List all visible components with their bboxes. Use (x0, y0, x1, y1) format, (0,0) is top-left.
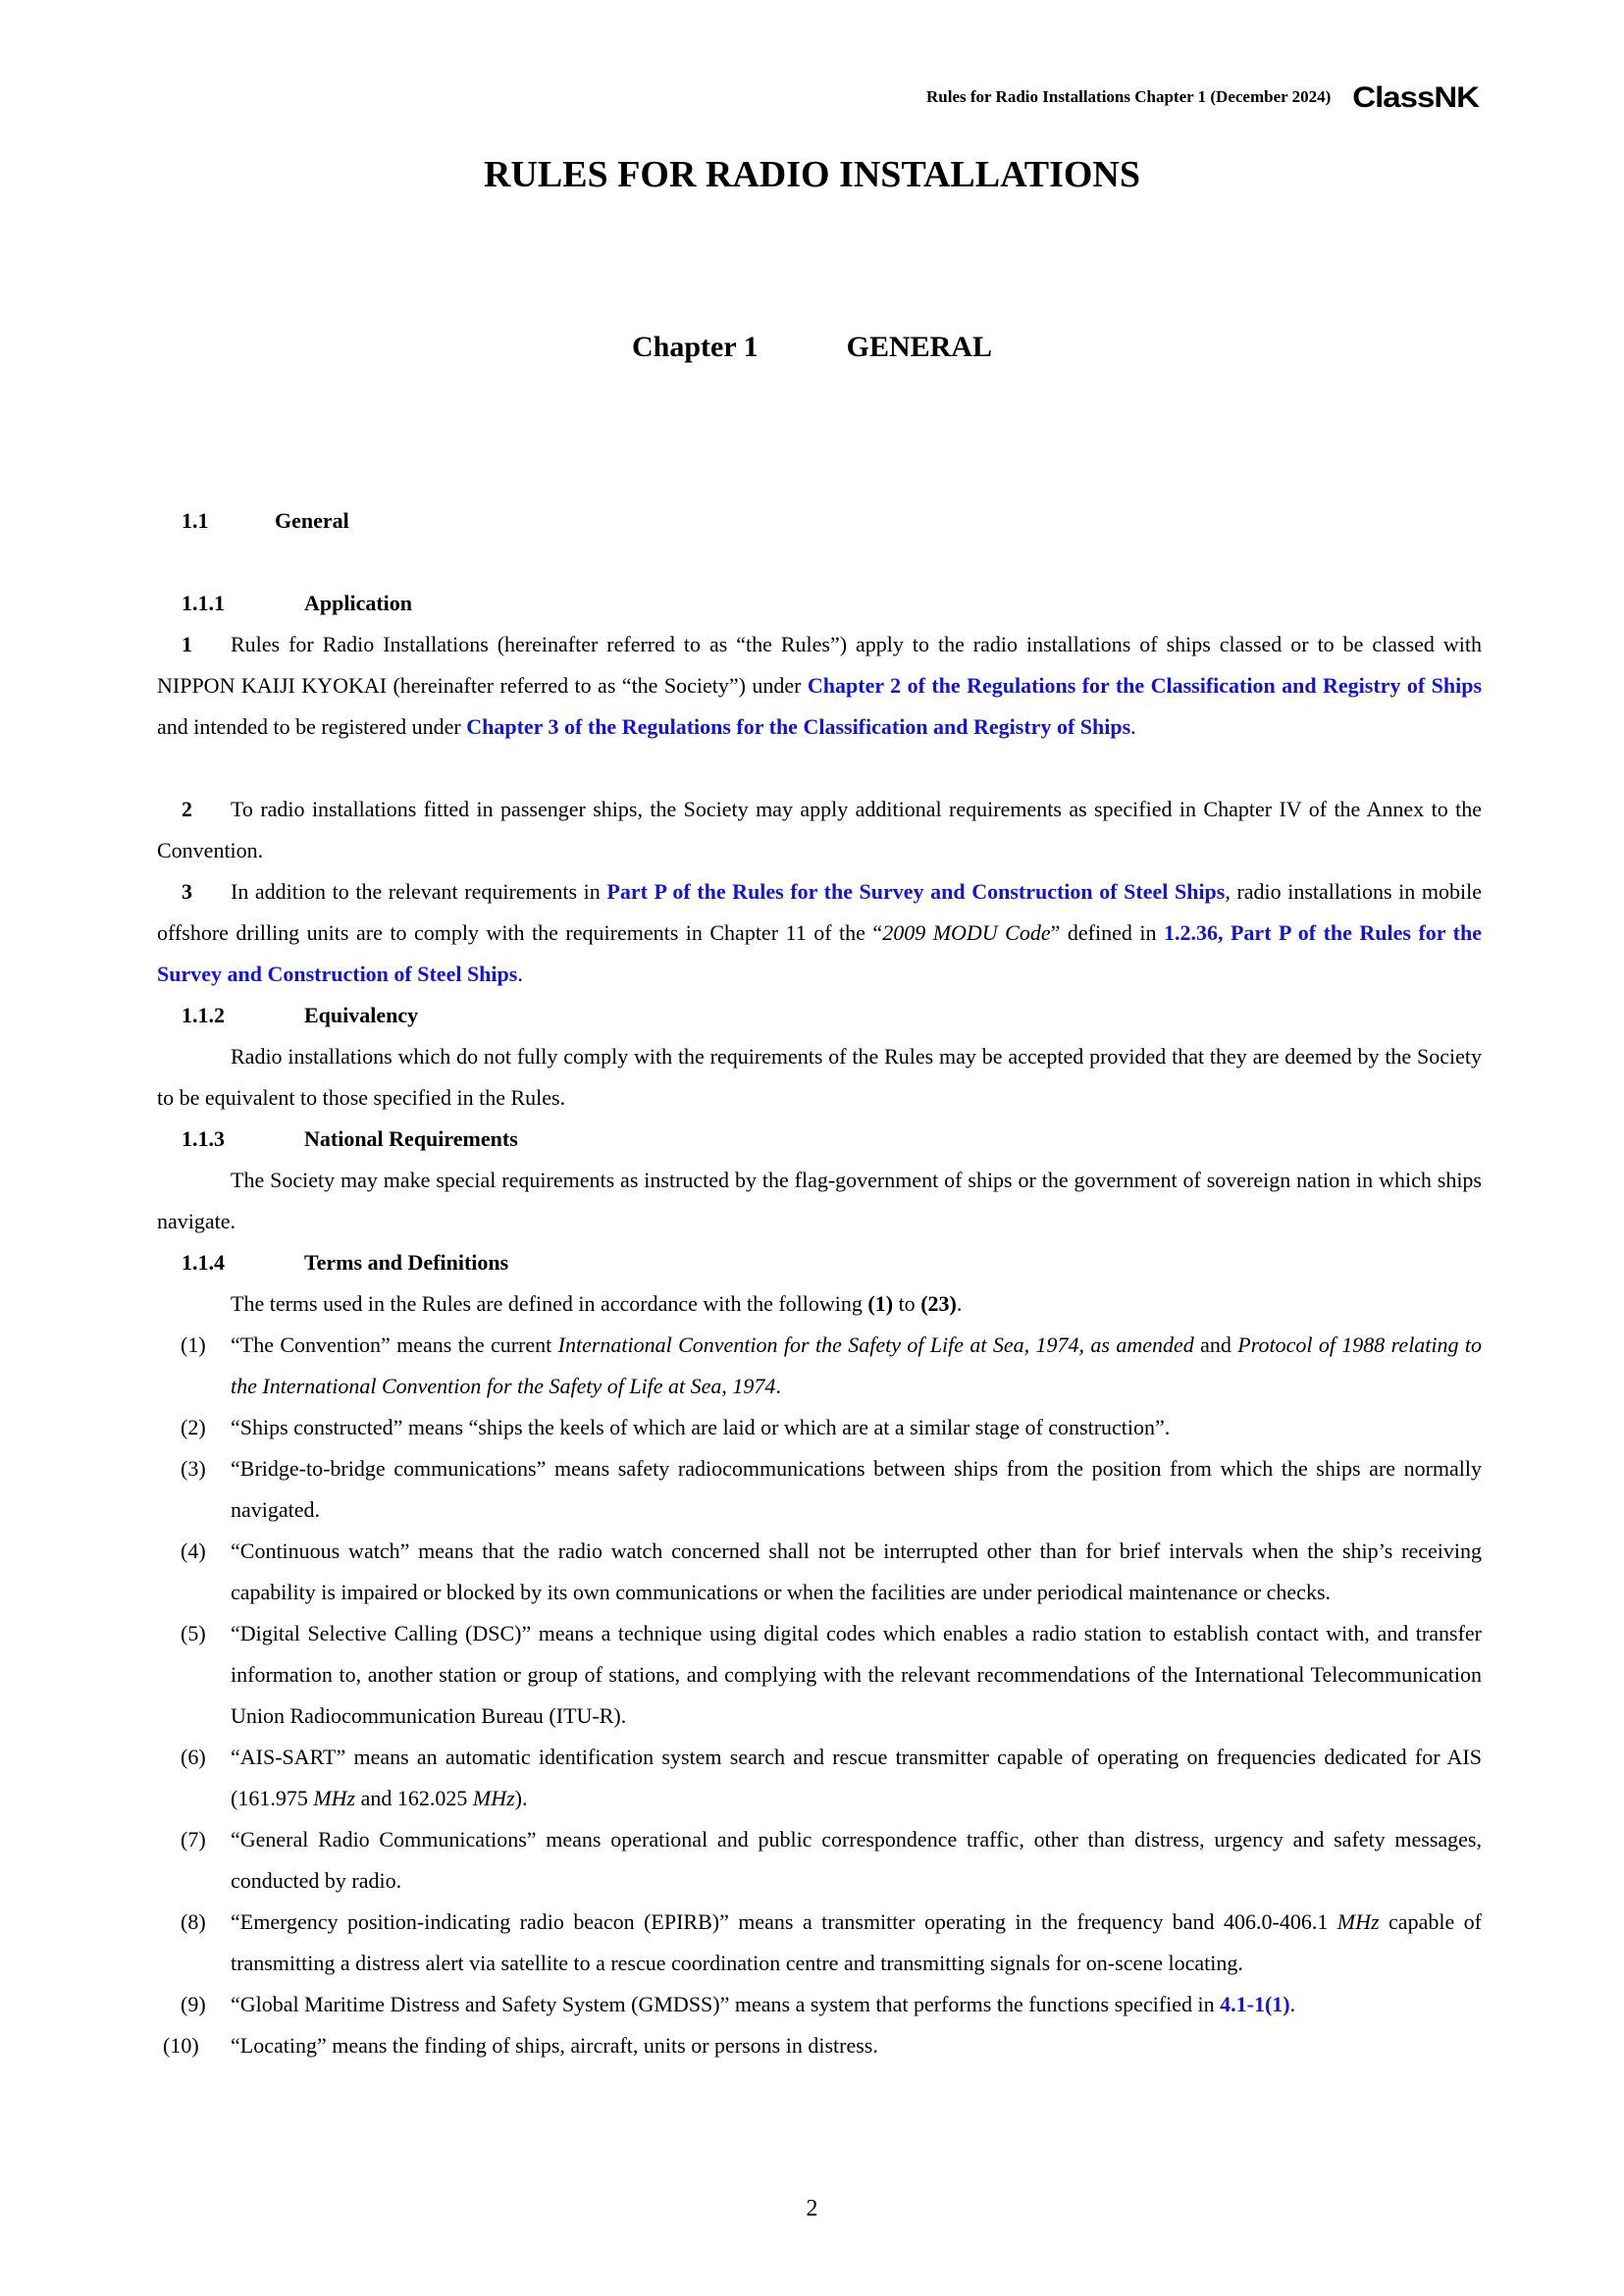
item-text: and 162.025 (355, 1786, 473, 1810)
document-title: RULES FOR RADIO INSTALLATIONS (483, 154, 1140, 195)
intro-text: The terms used in the Rules are defined in accordance with the following (231, 1291, 868, 1316)
definition-item-6 (157, 1737, 1482, 1819)
link-regulations-chapter-3[interactable]: Chapter 3 of the Regulations for the Classification and Registry of Ships (466, 714, 1131, 739)
item-number: (2) (181, 1415, 206, 1439)
item-number: (1) (181, 1332, 206, 1357)
definition-item-9 (157, 1984, 1482, 2025)
paragraph-1 (157, 624, 1482, 748)
item-text: “Locating” means the finding of ships, aircraft, units or persons in distress. (231, 2033, 878, 2058)
running-title: Rules for Radio Installations Chapter 1 (December 2024) (926, 87, 1332, 106)
intro-text: . (956, 1291, 963, 1316)
chapter-name: GENERAL (846, 331, 992, 363)
section-heading-1-1 (157, 500, 1482, 542)
classnk-logo: ClassNK (1352, 79, 1479, 114)
paragraph-text: In addition to the relevant requirements in (231, 879, 607, 904)
definition-item-4 (157, 1531, 1482, 1613)
section-number: 1.1.1 (182, 591, 225, 615)
section-heading-1-1-3 (157, 1119, 1482, 1160)
paragraph-number: 3 (182, 879, 192, 904)
section-number: 1.1.2 (182, 1003, 225, 1027)
italic-text: MHz (313, 1786, 356, 1810)
paragraph-text: To radio installations fitted in passenger ships, the Society may apply additional requirements as specified in Chapter IV of the Annex to the Convention. (157, 797, 1482, 862)
paragraph-text: , radio installations in mobile offshore drilling units are to comply with the requirements in Chapter 11 of the “ (157, 879, 1482, 945)
item-text: “Bridge-to-bridge communications” means safety radiocommunications between ships from the position from which the ships are normally navigated. (231, 1456, 1482, 1522)
item-text: capable of transmitting a distress alert via satellite to a rescue coordination centre and transmitting signals for on-scene locating. (231, 1909, 1482, 1975)
item-text: “The Convention” means the current (231, 1332, 558, 1357)
definition-item-10 (157, 2025, 1482, 2066)
item-number: (5) (181, 1621, 206, 1645)
definition-item-2 (157, 1407, 1482, 1448)
section-number: 1.1 (182, 508, 209, 533)
paragraph-2 (157, 789, 1482, 871)
italic-text: 2009 MODU Code (882, 920, 1051, 945)
link-1-2-36-part-p[interactable]: 1.2.36, Part P of the Rules for the Survey and Construction of Steel Ships (157, 920, 1482, 986)
section-title: Application (304, 591, 413, 615)
equivalency-text: Radio installations which do not fully comply with the requirements of the Rules may be accepted provided that they are deemed by the Society to be equivalent to those specified in the Rules. (157, 1044, 1482, 1110)
item-number: (7) (181, 1827, 206, 1852)
document-body (157, 500, 1482, 2066)
section-title: Terms and Definitions (304, 1250, 509, 1275)
page-number: 2 (806, 2196, 818, 2221)
item-text: “Emergency position-indicating radio beacon (EPIRB)” means a transmitter operating in the frequency band 406.0-406.1 (231, 1909, 1337, 1934)
paragraph-text: . (1130, 714, 1136, 739)
section-heading-1-1-1 (157, 583, 1482, 624)
intro-bold: (1) (867, 1291, 894, 1316)
running-header (926, 78, 1479, 116)
item-text: “Ships constructed” means “ships the keels of which are laid or which are at a similar stage of construction”. (231, 1415, 1171, 1439)
link-4-1-1-1[interactable]: 4.1-1(1) (1220, 1992, 1290, 2016)
item-number: (8) (181, 1909, 206, 1934)
section-title: National Requirements (304, 1126, 518, 1151)
paragraph-3 (157, 871, 1482, 995)
definition-item-1 (157, 1325, 1482, 1407)
item-number: (4) (181, 1539, 206, 1563)
intro-text: to (893, 1291, 921, 1316)
section-heading-1-1-2 (157, 995, 1482, 1036)
national-requirements-text: The Society may make special requirements as instructed by the flag-government of ships or the government of sovereign nation in which ships navigate. (157, 1168, 1482, 1233)
intro-bold: (23) (920, 1291, 957, 1316)
paragraph-text: Rules for Radio Installations (hereinafter referred to as “the Rules”) apply to the radio installations of ships classed or to be classed with NIPPON KAIJI KYOKAI (hereinafter referred to as “the Society”) under (157, 632, 1482, 698)
definitions-intro (157, 1283, 1482, 1325)
section-heading-1-1-4 (157, 1242, 1482, 1283)
chapter-heading (0, 331, 1624, 364)
item-text: “General Radio Communications” means operational and public correspondence traffic, other than distress, urgency and safety messages, conducted by radio. (231, 1827, 1482, 1893)
section-number: 1.1.3 (182, 1126, 225, 1151)
paragraph-text: and intended to be registered under (157, 714, 467, 739)
italic-text: Protocol of 1988 relating to the International Convention for the Safety of Life at Sea, 1974 (231, 1332, 1483, 1398)
definition-item-8 (157, 1902, 1482, 1984)
item-text: . (775, 1374, 781, 1398)
item-number: (9) (181, 1992, 206, 2016)
italic-text: International Convention for the Safety of Life at Sea, 1974, as amended (557, 1332, 1194, 1357)
definition-item-7 (157, 1819, 1482, 1902)
link-regulations-chapter-2[interactable]: Chapter 2 of the Regulations for the Classification and Registry of Ships (807, 673, 1483, 698)
item-number: (6) (181, 1745, 206, 1769)
chapter-number: Chapter 1 (632, 331, 759, 363)
item-number: (10) (163, 2033, 199, 2058)
section-number: 1.1.4 (182, 1250, 225, 1275)
item-text: “AIS-SART” means an automatic identification system search and rescue transmitter capable of operating on frequencies dedicated for AIS (161.975 (231, 1745, 1482, 1810)
paragraph-number: 1 (182, 632, 192, 656)
section-title: General (275, 508, 349, 533)
definition-item-5 (157, 1613, 1482, 1737)
item-number: (3) (181, 1456, 206, 1481)
paragraph-text: ” defined in (1050, 920, 1164, 945)
item-text: ). (514, 1786, 528, 1810)
item-text: and (1193, 1332, 1238, 1357)
paragraph-number: 2 (182, 797, 192, 821)
item-text: “Continuous watch” means that the radio watch concerned shall not be interrupted other than for brief intervals when the ship’s receiving capability is impaired or blocked by its own communications or when the facilities are under periodical maintenance or checks. (231, 1539, 1482, 1604)
section-title: Equivalency (304, 1003, 419, 1027)
paragraph-text: . (517, 962, 523, 986)
item-text: “Digital Selective Calling (DSC)” means a technique using digital codes which enables a radio station to establish contact with, and transfer information to, another station or group of stations, and complying with the relevant recommendations of the International Telecommunication Union Radiocommunication Bureau (ITU-R). (231, 1621, 1482, 1728)
item-text: “Global Maritime Distress and Safety System (GMDSS)” means a system that performs the functions specified in (231, 1992, 1221, 2016)
definition-item-3 (157, 1448, 1482, 1531)
italic-text: MHz (1336, 1909, 1380, 1934)
link-part-p[interactable]: Part P of the Rules for the Survey and Construction of Steel Ships (606, 879, 1226, 904)
item-text: . (1289, 1992, 1296, 2016)
italic-text: MHz (472, 1786, 515, 1810)
